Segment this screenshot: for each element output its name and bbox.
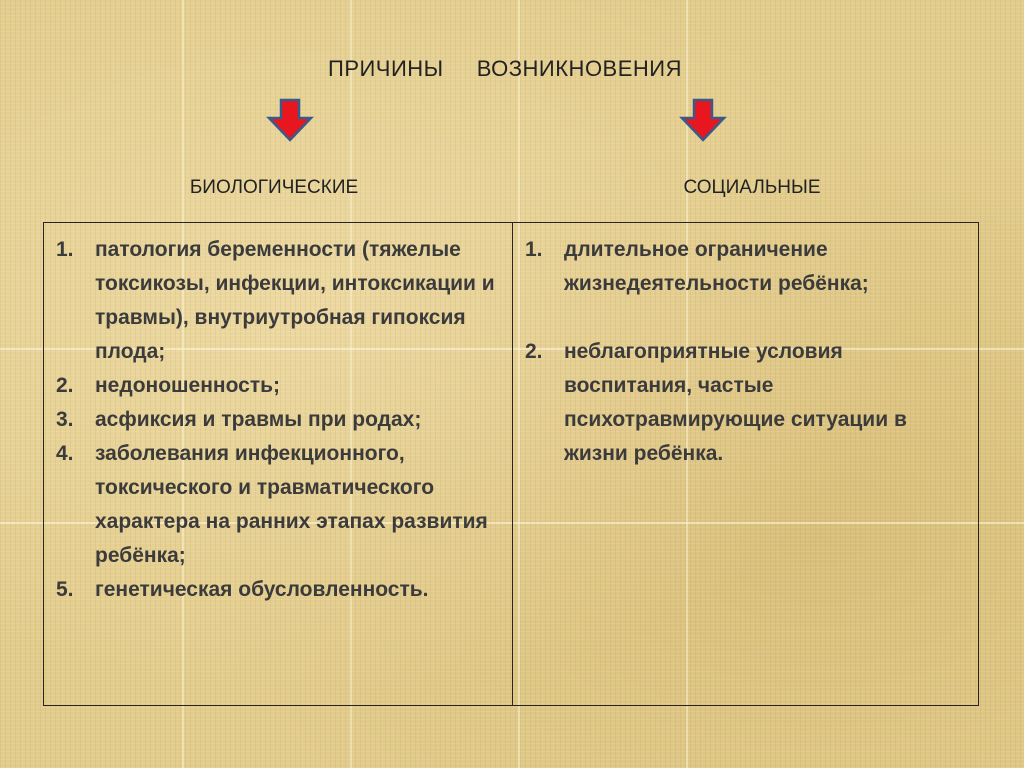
- page-title: ПРИЧИНЫ ВОЗНИКНОВЕНИЯ: [328, 56, 682, 81]
- item-spacer: [525, 301, 966, 335]
- biological-heading: БИОЛОГИЧЕСКИЕ: [189, 177, 359, 198]
- down-arrow-icon: [266, 98, 314, 142]
- item-number: 1.: [56, 238, 74, 261]
- social-column: [513, 223, 978, 705]
- causes-table: [43, 222, 979, 706]
- item-text: длительное ограничение жизнедеятельности ребёнка;: [564, 238, 869, 295]
- item-number: 1.: [525, 238, 543, 261]
- list-item: [525, 335, 966, 471]
- list-item: [56, 369, 500, 403]
- item-text: генетическая обусловленность.: [95, 578, 429, 601]
- item-number: 4.: [56, 442, 74, 465]
- list-item: [56, 573, 500, 607]
- item-number: 2.: [56, 374, 74, 397]
- list-item: [56, 233, 500, 369]
- biological-column: [44, 223, 513, 705]
- item-number: 2.: [525, 340, 543, 363]
- social-heading: СОЦИАЛЬНЫЕ: [683, 177, 821, 198]
- item-number: 3.: [56, 408, 74, 431]
- list-item: [525, 233, 966, 301]
- item-text: патология беременности (тяжелые токсикозы, инфекции, интоксикации и травмы), внутриутробная гипоксия плода;: [95, 238, 495, 363]
- list-item: [56, 403, 500, 437]
- down-arrow-icon: [679, 98, 727, 142]
- item-text: неблагоприятные условия воспитания, частые психотравмирующие ситуации в жизни ребёнка.: [564, 340, 907, 465]
- item-number: 5.: [56, 578, 74, 601]
- list-item: [56, 437, 500, 573]
- item-text: недоношенность;: [95, 374, 281, 397]
- item-text: заболевания инфекционного, токсического и травматического характера на ранних этапах развития ребёнка;: [95, 442, 488, 567]
- item-text: асфиксия и травмы при родах;: [95, 408, 422, 431]
